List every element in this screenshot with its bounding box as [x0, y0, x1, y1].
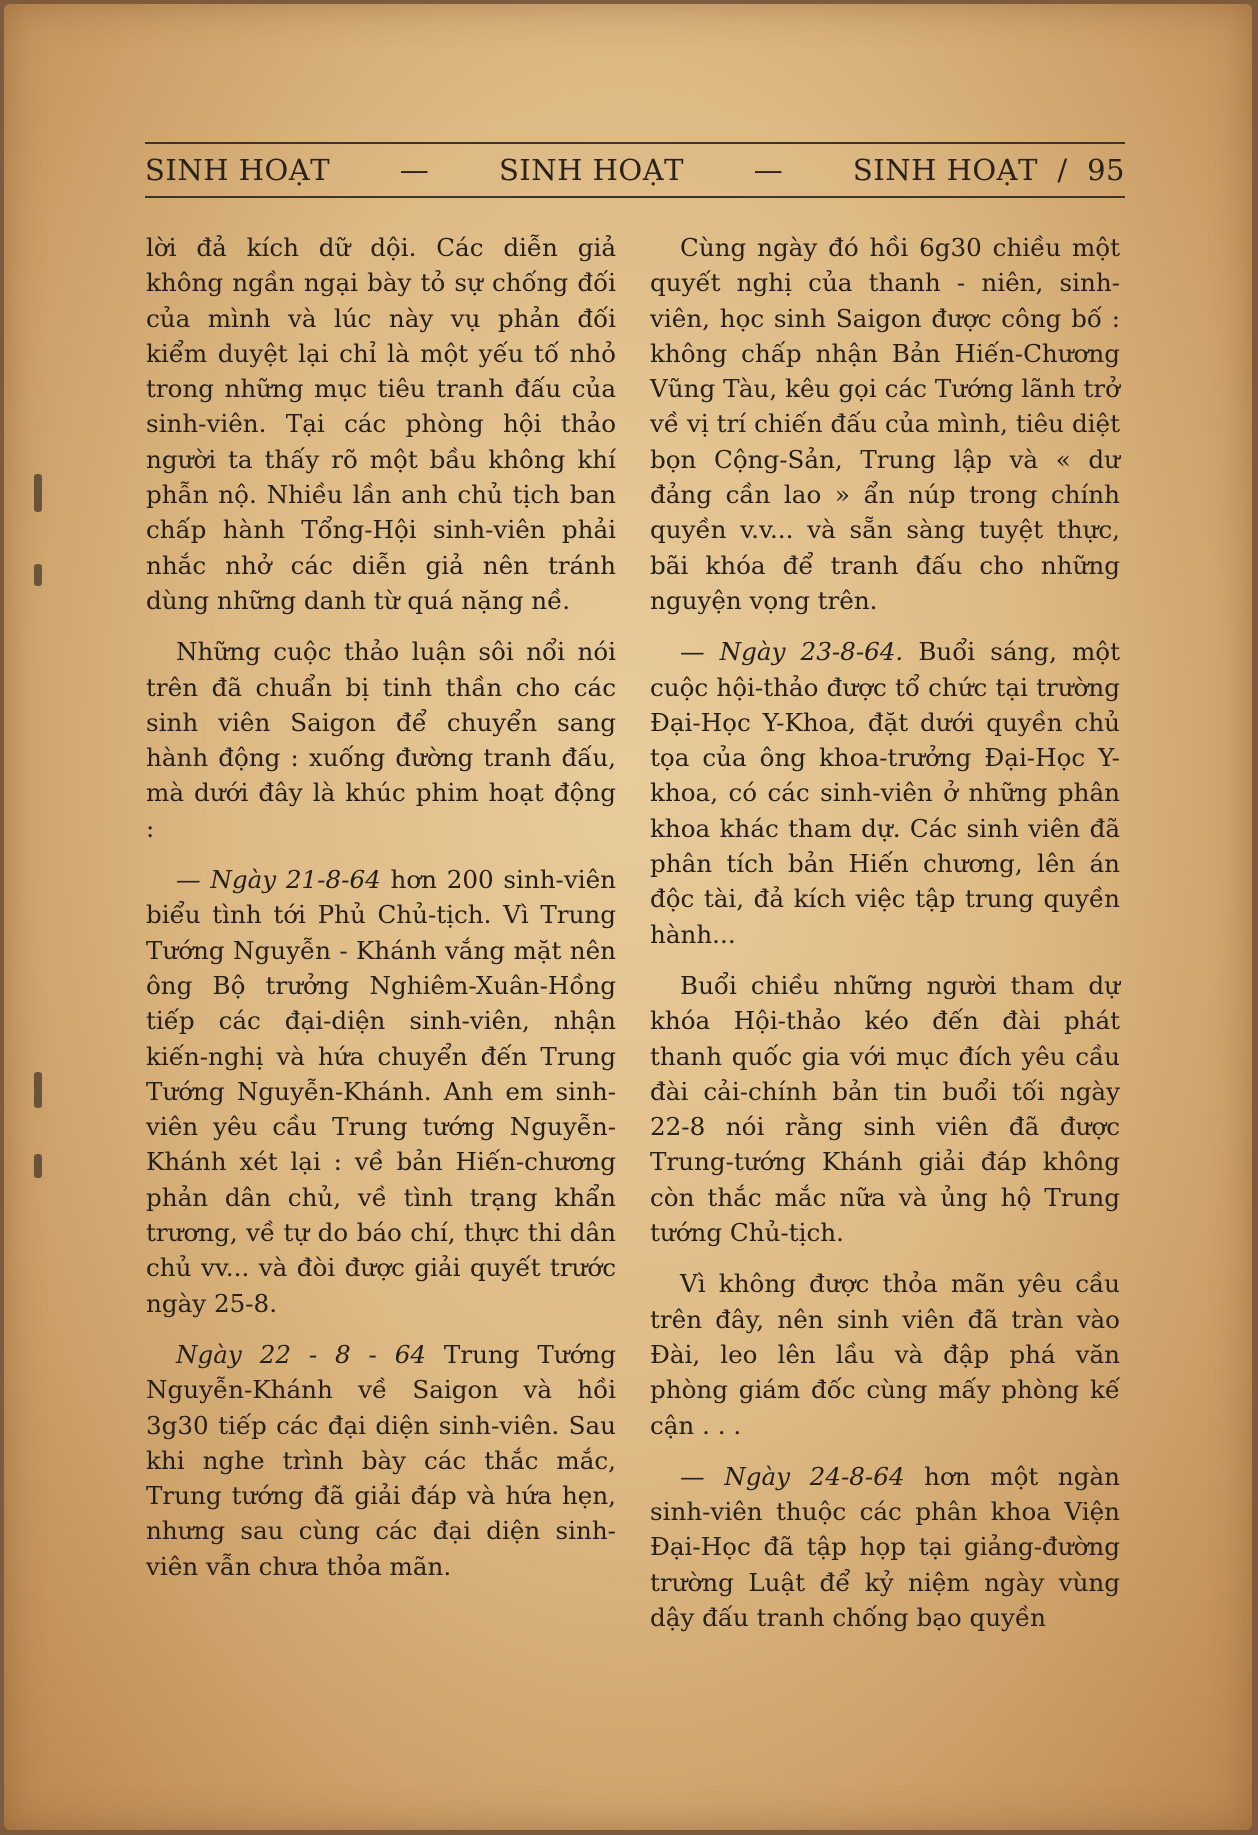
- paragraph-text: Những cuộc thảo luận sôi nổi nói trên đã chuẩn bị tinh thần cho các sinh viên Saigon để chuyển sang hành động : xuống đường tranh đấu, mà dưới đây là khúc phim hoạt động :: [146, 637, 616, 843]
- header-right-title: SINH HOẠT: [852, 153, 1038, 187]
- paragraph-text: hơn 200 sinh-viên biểu tình tới Phủ Chủ-tịch. Vì Trung Tướng Nguyễn - Khánh vắng mặt nên ông Bộ trưởng Nghiêm-Xuân-Hồng tiếp các đại-diện sinh-viên, nhận kiến-nghị và hứa chuyển đến Trung Tướng Nguyễn-Khánh. Anh em sinh-viên yêu cầu Trung tướng Nguyễn-Khánh xét lại : về bản Hiến-chương phản dân chủ, về tình trạng khẩn trương, về tự do báo chí, thực thi dân chủ vv... và đòi được giải quyết trước ngày 25-8.: [146, 865, 617, 1318]
- paragraph-text: hơn một ngàn sinh-viên thuộc các phân khoa Viện Đại-Học đã tập họp tại giảng-đường trường Luật để kỷ niệm ngày vùng dậy đấu tranh chống bạo quyền: [650, 1461, 1120, 1632]
- header-right: [853, 153, 1125, 187]
- entry-date: Ngày 22 - 8 - 64: [176, 1339, 427, 1369]
- left-column: [146, 230, 616, 1600]
- paragraph-text: Trung Tướng Nguyễn-Khánh về Saigon và hồi 3g30 tiếp các đại diện sinh-viên. Sau khi nghe trình bày các thắc mắc, Trung tướng đã giải đáp và hứa hẹn, nhưng sau cùng các đại diện sinh-viên vẫn chưa thỏa mãn.: [146, 1339, 617, 1581]
- entry-date: — Ngày 21-8-64: [176, 865, 381, 895]
- header-left: SINH HOẠT: [145, 153, 331, 187]
- entry-date: — Ngày 24-8-64: [680, 1461, 905, 1491]
- header-dash: —: [399, 153, 430, 187]
- paragraph: [146, 1337, 616, 1584]
- paragraph-text: Buổi chiều những người tham dự khóa Hội-thảo kéo đến đài phát thanh quốc gia với mục đích yêu cầu đài cải-chính bản tin buổi tối ngày 22-8 nói rằng sinh viên đã được Trung-tướng Khánh giải đáp không còn thắc mắc nữa và ủng hộ Trung tướng Chủ-tịch.: [650, 970, 1120, 1248]
- header-slash: /: [1057, 153, 1068, 187]
- paragraph: [146, 230, 616, 618]
- entry-date: — Ngày 23-8-64.: [680, 637, 904, 667]
- margin-stain: [34, 1154, 42, 1178]
- running-header: [145, 142, 1125, 198]
- margin-stain: [34, 474, 42, 512]
- paragraph-text: Cùng ngày đó hồi 6g30 chiều một quyết nghị của thanh - niên, sinh-viên, học sinh Saigon được công bố : không chấp nhận Bản Hiến-Chương Vũng Tàu, kêu gọi các Tướng lãnh trở về vị trí chiến đấu của mình, tiêu diệt bọn Cộng-Sản, Trung lập và « dư đảng cần lao » ẩn núp trong chính quyền v.v... và sẵn sàng tuyệt thực, bãi khóa để tranh đấu cho những nguyện vọng trên.: [650, 233, 1120, 615]
- paragraph: [650, 634, 1120, 952]
- paragraph: [650, 1266, 1120, 1442]
- page-number: 95: [1087, 153, 1125, 187]
- margin-stain: [34, 564, 42, 586]
- paragraph-text: lời đả kích dữ dội. Các diễn giả không ngần ngại bày tỏ sự chống đối của mình và lúc này vụ phản đối kiểm duyệt lại chỉ là một yếu tố nhỏ trong những mục tiêu tranh đấu của sinh-viên. Tại các phòng hội thảo người ta thấy rõ một bầu không khí phẫn nộ. Nhiều lần anh chủ tịch ban chấp hành Tổng-Hội sinh-viên phải nhắc nhở các diễn giả nên tránh dùng những danh từ quá nặng nề.: [146, 233, 616, 615]
- paragraph-text: Vì không được thỏa mãn yêu cầu trên đây, nên sinh viên đã tràn vào Đài, leo lên lầu và đập phá văn phòng giám đốc cùng mấy phòng kế cận . . .: [650, 1269, 1120, 1440]
- header-dash: —: [753, 153, 784, 187]
- margin-stain: [34, 1072, 42, 1108]
- right-column: [650, 230, 1120, 1651]
- paragraph: [650, 230, 1120, 618]
- paragraph: [146, 862, 616, 1321]
- book-page: [4, 4, 1252, 1830]
- paragraph-text: Buổi sáng, một cuộc hội-thảo được tổ chức tại trường Đại-Học Y-Khoa, đặt dưới quyền chủ tọa của ông khoa-trưởng Đại-Học Y-khoa, có các sinh-viên ở những phân khoa khác tham dự. Các sinh viên đã phân tích bản Hiến chương, lên án độc tài, đả kích việc tập trung quyền hành...: [650, 637, 1120, 949]
- paragraph: [146, 634, 616, 846]
- paragraph: [650, 968, 1120, 1250]
- paragraph: [650, 1459, 1120, 1635]
- header-center: SINH HOẠT: [498, 153, 684, 187]
